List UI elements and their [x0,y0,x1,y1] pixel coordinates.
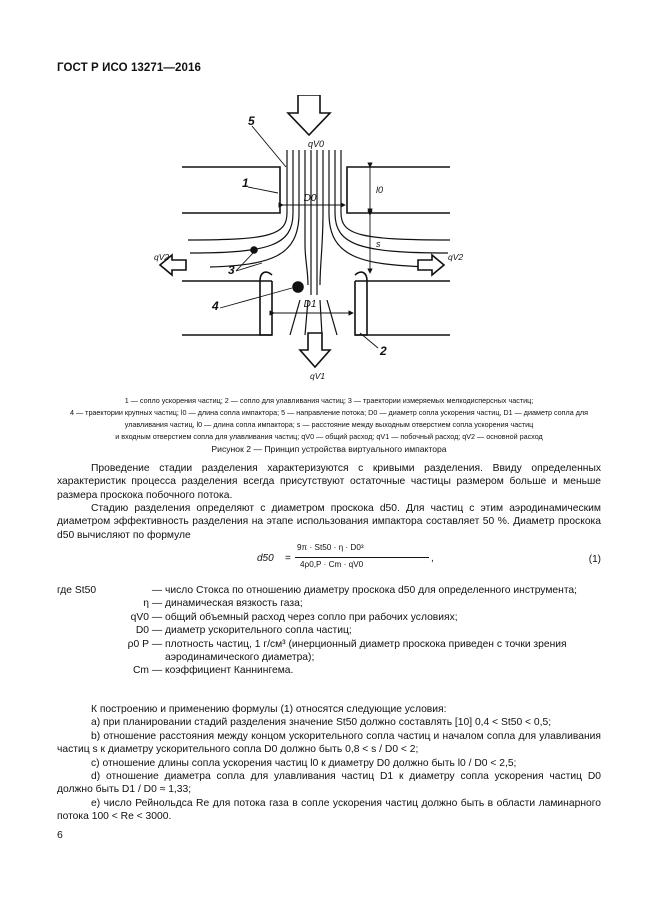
definition-symbol: где St50 [57,585,97,596]
paragraph-cut-diameter: Стадию разделения определяют с диаметром проскока d50. Для частиц с этим аэродинамическим диаметром эффективность разделения на этапе использования импактора составляет 50 %. Диаметр проскока d50 вычисляют по формуле [57,503,601,541]
condition-intro: К построению и применению формулы (1) относятся следующие условия: [91,704,447,715]
formula-equals: = [285,553,291,564]
definition-row: qV0 — общий объемный расход через сопло при рабочих условиях; [57,611,601,624]
formula-1 [57,540,601,576]
label-qv2-left: qV2 [154,252,170,262]
inlet-arrow [288,95,330,135]
page-number: 6 [57,829,63,841]
label-4: 4 [212,299,219,313]
condition-item: е) число Рейнольдса Re для потока газа в сопле ускорения частиц должно быть в области ламинарного потока 100 < Re < 3000. [57,797,601,823]
definition-row: ρ0 P — плотность частиц, 1 г/см³ (инерционный диаметр проскока приведен с точки зрения аэродинамического диаметра); [57,638,601,665]
definition-row: D0 — диаметр ускорительного сопла частиц; [57,624,601,637]
label-d1: D1 [303,299,317,310]
figure-legend [57,395,601,443]
formula-numerator: 9π · St50 · η · D0³ [297,543,364,552]
formula-lhs: d50 [257,553,274,564]
legend-line: 1 — сопло ускорения частиц; 2 — сопло для улавливания частиц; 3 — траектории измеряемых мелкодисперсных частиц; [124,396,534,405]
definition-text: коэффициент Каннингема. [165,665,294,677]
label-5: 5 [248,114,255,128]
definition-symbol: D0 [135,625,149,637]
label-3: 3 [228,263,235,277]
definition-symbol: ρ0 P [127,638,149,650]
definition-row: Cm — коэффициент Каннингема. [57,664,601,677]
label-s: s [376,239,381,249]
definition-text: диаметр ускорительного сопла частиц; [165,625,352,637]
formula-number: (1) [588,554,601,565]
definition-row: где St50 — число Стокса по отношению диаметру проскока d50 для определенного инструмента; [57,584,601,597]
virtual-impactor-figure [150,95,490,390]
definition-symbol: qV0 [130,611,149,623]
condition-item: а) при планировании стадий разделения значение St50 должно составлять [10] 0,4 < St50 < 0,5; [91,717,552,729]
label-d0: D0 [303,193,317,204]
right-outlet-arrow [418,255,444,275]
definition-symbol: η [143,598,149,610]
label-2: 2 [380,344,387,358]
definition-row: η — динамическая вязкость газа; [57,597,601,610]
condition-item: d) отношение диаметра сопла для улавливания частиц D1 к диаметру сопла ускорения частиц D0 должно быть D1 / D0 ≈ 1,33; [57,771,601,796]
formula-denominator: 4ρ0,P · Cm · qV0 [300,560,364,569]
label-qv2-right: qV2 [448,252,464,262]
formula-tail: , [431,553,434,564]
conditions-list [57,703,601,824]
label-1: 1 [242,176,249,190]
legend-line: и входным отверстием сопла для улавливания частиц; qV0 — общий расход; qV1 — побочный расход; qV2 — основной расход [115,432,543,441]
label-qv0: qV0 [308,139,325,149]
definition-symbol: Cm [132,665,149,677]
definitions-list [57,584,601,678]
definition-text: динамическая вязкость газа; [165,598,303,610]
definition-text: плотность частиц, 1 г/см³ (инерционный диаметр проскока приведен с точки зрения аэродинамического диаметра); [165,638,567,664]
definition-text: число Стокса по отношению диаметру проскока d50 для определенного инструмента; [165,585,578,596]
condition-item: b) отношение расстояния между концом ускорительного сопла частиц и началом сопла для улавливания частиц s к диаметру ускорительного сопла D0 должно быть 0,8 < s / D0 < 2; [57,730,601,756]
definition-text: общий объемный расход через сопло при рабочих условиях; [165,611,458,623]
label-qv1: qV1 [310,371,326,381]
legend-line: улавливания частиц, l0 — длина сопла импактора; s — расстояние между выходным отверстием сопла ускорения частиц [124,420,534,429]
condition-item: c) отношение длины сопла ускорения частиц l0 к диаметру D0 должно быть l0 / D0 < 2,5; [91,757,517,769]
legend-line: 4 — траектории крупных частиц; l0 — длина сопла импактора; 5 — направление потока; D0 — диаметр сопла ускорения частиц, D1 — диаметр сопла для [69,408,589,417]
outlet-arrow [300,333,330,367]
paragraph-separation-curves: Проведение стадии разделения характеризуются с кривыми разделения. Ввиду определенных характеристик процесса разделения всегда присутствуют остаточные частицы размером больше и меньше размера проскока побочного потока. [57,463,601,501]
label-l0: l0 [376,185,384,195]
page-header: ГОСТ Р ИСО 13271—2016 [57,62,202,74]
figure-caption: Рисунок 2 — Принцип устройства виртуального импактора [211,444,447,454]
fraction-bar [295,557,429,558]
